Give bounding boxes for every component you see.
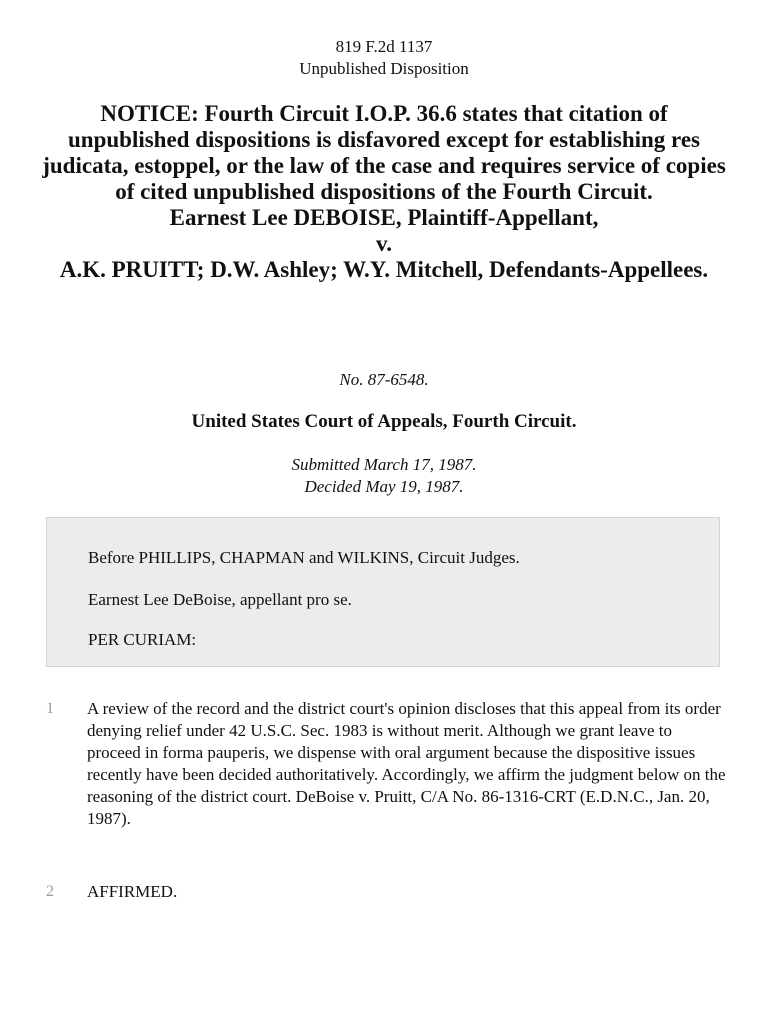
plaintiff-name: Earnest Lee DEBOISE, Plaintiff-Appellant, bbox=[169, 205, 599, 230]
submitted-date: Submitted March 17, 1987. bbox=[291, 455, 477, 474]
paragraph-number: 1 bbox=[46, 700, 54, 717]
opinion-header-box bbox=[46, 517, 720, 667]
docket-number: No. 87-6548. bbox=[339, 370, 429, 389]
panel-judges: Before PHILLIPS, CHAPMAN and WILKINS, Circuit Judges. bbox=[88, 548, 520, 567]
disposition-status: Unpublished Disposition bbox=[299, 59, 469, 78]
per-curiam-label: PER CURIAM: bbox=[88, 630, 197, 649]
counsel-line: Earnest Lee DeBoise, appellant pro se. bbox=[88, 590, 352, 609]
paragraph-text: A review of the record and the district court's opinion discloses that this appeal from its order denying relief under 42 U.S.C. Sec. 1983 is without merit. Although we grant leave to proceed in forma pauperis, we dispense with oral argument because the dispositive issues recently have been decided authoritatively. Accordingly, we affirm the judgment below on the reasoning of the district court. DeBoise v. Pruitt, C/A No. 86-1316-CRT (E.D.N.C., Jan. 20, 1987). bbox=[87, 699, 726, 828]
decided-date: Decided May 19, 1987. bbox=[304, 477, 464, 496]
notice-text: NOTICE: Fourth Circuit I.O.P. 36.6 states that citation of unpublished dispositions is disfavored except for establishing res judicata, estoppel, or the law of the case and requires service of copies of cited unpublished dispositions of the Fourth Circuit. bbox=[42, 101, 726, 204]
paragraph-text: AFFIRMED. bbox=[87, 882, 178, 901]
defendants-names: A.K. PRUITT; D.W. Ashley; W.Y. Mitchell, Defendants-Appellees. bbox=[59, 257, 709, 282]
case-dates bbox=[0, 454, 768, 498]
court-name: United States Court of Appeals, Fourth Circuit. bbox=[191, 411, 577, 432]
reporter-citation: 819 F.2d 1137 bbox=[335, 37, 433, 56]
case-title bbox=[40, 101, 728, 283]
citation-header bbox=[0, 36, 768, 80]
versus-label: v. bbox=[376, 231, 392, 256]
paragraph-number: 2 bbox=[46, 883, 54, 900]
